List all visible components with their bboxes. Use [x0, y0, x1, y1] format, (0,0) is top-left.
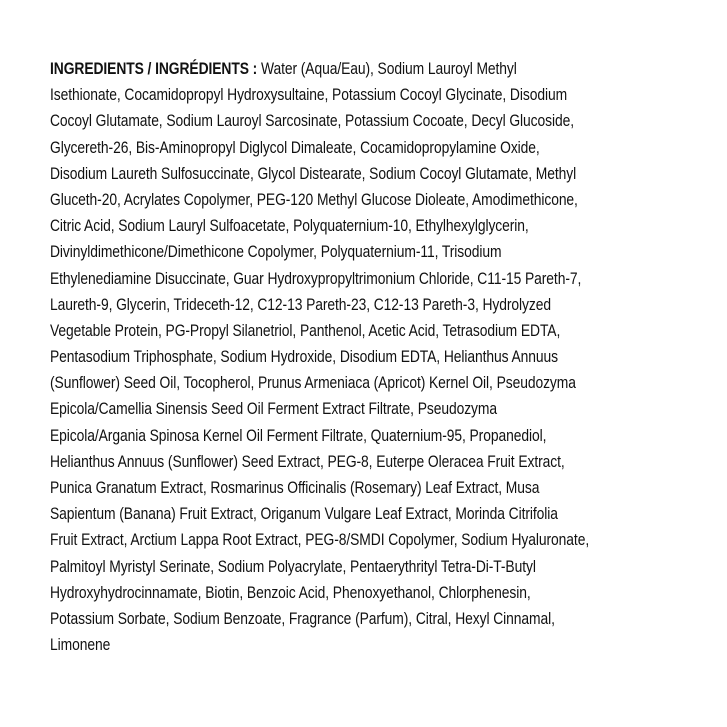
ingredients-line: Vegetable Protein, PG-Propyl Silanetriol, Panthenol, Acetic Acid, Tetrasodium EDTA, [50, 321, 561, 340]
ingredients-line: Isethionate, Cocamidopropyl Hydroxysultaine, Potassium Cocoyl Glycinate, Disodium [50, 86, 568, 105]
ingredients-line: Divinyldimethicone/Dimethicone Copolymer, Polyquaternium-11, Trisodium [50, 243, 502, 262]
ingredients-line: Ethylenediamine Disuccinate, Guar Hydroxypropyltrimonium Chloride, C11-15 Pareth-7, [50, 269, 582, 288]
ingredients-line: Palmitoyl Myristyl Serinate, Sodium Polyacrylate, Pentaerythrityl Tetra-Di-T-Butyl [50, 557, 536, 576]
ingredients-line: Cocoyl Glutamate, Sodium Lauroyl Sarcosinate, Potassium Cocoate, Decyl Glucoside, [50, 112, 574, 131]
ingredients-line: Glycereth-26, Bis-Aminopropyl Diglycol Dimaleate, Cocamidopropylamine Oxide, [50, 138, 540, 157]
ingredients-line: Helianthus Annuus (Sunflower) Seed Extract, PEG-8, Euterpe Oleracea Fruit Extract, [50, 452, 565, 471]
ingredients-line: Epicola/Camellia Sinensis Seed Oil Ferment Extract Filtrate, Pseudozyma [50, 400, 497, 419]
ingredients-heading: INGREDIENTS / INGRÉDIENTS : [50, 60, 258, 78]
ingredients-line: Gluceth-20, Acrylates Copolymer, PEG-120 Methyl Glucose Dioleate, Amodimethicone, [50, 190, 578, 209]
ingredients-line: Hydroxyhydrocinnamate, Biotin, Benzoic Acid, Phenoxyethanol, Chlorphenesin, [50, 583, 531, 602]
ingredients-text: Water (Aqua/Eau), Sodium Lauroyl Methyl [257, 60, 517, 78]
ingredients-line: Sapientum (Banana) Fruit Extract, Origanum Vulgare Leaf Extract, Morinda Citrifolia [50, 505, 558, 524]
ingredients-line: Disodium Laureth Sulfosuccinate, Glycol Distearate, Sodium Cocoyl Glutamate, Methyl [50, 164, 577, 183]
ingredients-line: Epicola/Argania Spinosa Kernel Oil Ferment Filtrate, Quaternium-95, Propanediol, [50, 426, 547, 445]
ingredients-line: Punica Granatum Extract, Rosmarinus Officinalis (Rosemary) Leaf Extract, Musa [50, 479, 540, 497]
ingredients-label [50, 56, 700, 658]
ingredients-line: (Sunflower) Seed Oil, Tocopherol, Prunus Armeniaca (Apricot) Kernel Oil, Pseudozyma [50, 374, 576, 393]
ingredients-line: Limonene [50, 636, 111, 655]
ingredients-line: Pentasodium Triphosphate, Sodium Hydroxide, Disodium EDTA, Helianthus Annuus [50, 348, 558, 367]
ingredients-line: Fruit Extract, Arctium Lappa Root Extract, PEG-8/SMDI Copolymer, Sodium Hyaluronate, [50, 531, 590, 550]
ingredients-line: Potassium Sorbate, Sodium Benzoate, Fragrance (Parfum), Citral, Hexyl Cinnamal, [50, 609, 555, 628]
ingredients-line: Citric Acid, Sodium Lauryl Sulfoacetate, Polyquaternium-10, Ethylhexylglycerin, [50, 217, 529, 236]
ingredients-line [50, 56, 596, 82]
ingredients-line: Laureth-9, Glycerin, Trideceth-12, C12-13 Pareth-23, C12-13 Pareth-3, Hydrolyzed [50, 295, 551, 314]
